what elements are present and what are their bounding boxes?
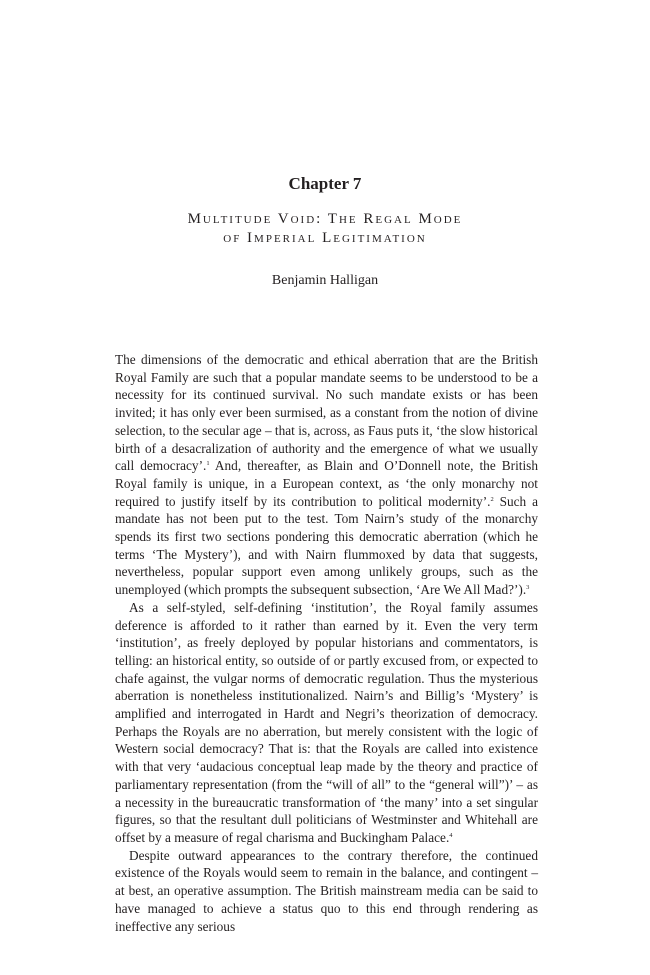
chapter-title-line-2: of Imperial Legitimation [223, 230, 427, 246]
footnote-ref: 1 [206, 460, 210, 468]
paragraph-text: As a self-styled, self-defining ‘institution’, the Royal family assumes deference is afforded to it rather than earned by it. Even the very term ‘institution’, as freely deployed by popular historians and commentators, is telling: an historical entity, so outside of or partly excused from, or expected to chafe against, the vulgar norms of democratic regulation. Thus the mysterious aberration is nonetheless institutionalized. Nairn’s and Billig’s ‘Mystery’ is amplified and interrogated in Hardt and Negri’s theorization of democracy. Perhaps the Royals are no aberration, but merely consistent with the logic of Western social democracy? That is: that the Royals are called into existence with that very ‘audacious conceptual leap made by the theory and practice of parliamentary representation (from the “will of all” to the “general will”)’ – as a necessity in the bureaucratic transformation of ‘the many’ into a set singular figures, so that the resultant dull politicians of Westminster and Whitehall are offset by a measure of regal charisma and Buckingham Palace. [115, 599, 538, 845]
paragraph-text: And, thereafter, as Blain and O’Donnell note, the British Royal family is unique, in a European context, as ‘the only monarchy not required to justify itself by its contribution to political modernity’. [115, 458, 539, 509]
paragraph-text: The dimensions of the democratic and ethical aberration that are the British Royal Family are such that a popular mandate seems to be understood to be a necessity for its continued survival. No such mandate exists or has been invited; it has only ever been surmised, as a constant from the notion of divine selection, to the secular age – that is, across, as Faus puts it, ‘the slow historical birth of a desacralization of authority and the emergence of what we usually call democracy’. [115, 352, 538, 474]
chapter-body [115, 351, 538, 935]
chapter-author: Benjamin Halligan [271, 273, 379, 288]
chapter-label: Chapter 7 [288, 174, 362, 193]
chapter-title [0, 210, 650, 248]
footnote-ref: 4 [449, 831, 453, 839]
footnote-ref: 2 [490, 495, 494, 503]
paragraph-text: Despite outward appearances to the contrary therefore, the continued existence of the Royals would seem to remain in the balance, and contingent – at best, an operative assumption. The British mainstream media can be said to have managed to achieve a status quo to this end through rendering as ineffective any serious [115, 847, 538, 934]
paragraph [115, 599, 538, 847]
paragraph [115, 847, 538, 936]
chapter-title-line-1: Multitude Void: The Regal Mode [187, 211, 463, 227]
footnote-ref: 3 [526, 584, 530, 592]
paragraph-text: Such a mandate has not been put to the test. Tom Nairn’s study of the monarchy spends its first two sections pondering this democratic aberration (which he terms ‘The Mystery’), and with Nairn flummoxed by data that suggests, nevertheless, popular support even among unlikely groups, such as the unemployed (which prompts the subsequent subsection, ‘Are We All Mad?’). [115, 493, 538, 598]
paragraph [115, 351, 538, 599]
